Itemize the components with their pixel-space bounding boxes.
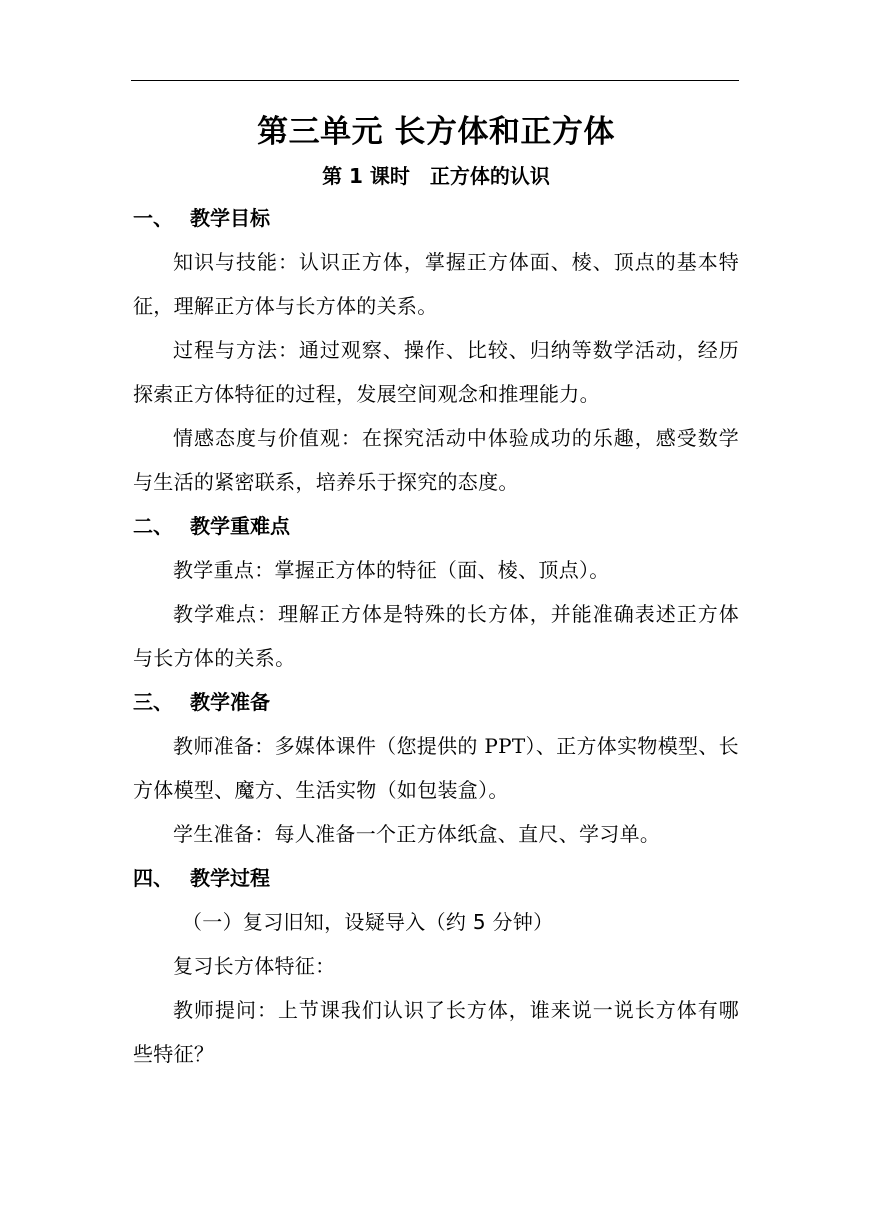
section-title: 教学过程: [190, 866, 270, 890]
section-number: 三、: [133, 690, 173, 714]
paragraph: 教师提问：上节课我们认识了长方体，谁来说一说长方体有哪些特征？: [133, 998, 739, 1066]
document-title: 第三单元 长方体和正方体: [257, 114, 615, 150]
section-teaching-objectives: [133, 196, 739, 504]
section-number: 一、: [133, 206, 173, 230]
paragraph: 教学难点：理解正方体是特殊的长方体，并能准确表述正方体与长方体的关系。: [133, 602, 739, 670]
paragraph: 教学重点：掌握正方体的特征（面、棱、顶点）。: [173, 558, 610, 582]
subsection-heading: （一）复习旧知，设疑导入（约 5 分钟）: [182, 910, 554, 934]
lesson-subtitle: 第 1 课时 正方体的认识: [322, 164, 550, 188]
section-heading: [133, 504, 739, 548]
section-teaching-preparation: [133, 680, 739, 856]
section-title: 教学准备: [190, 690, 270, 714]
section-heading: [133, 196, 739, 240]
paragraph: 复习长方体特征：: [173, 954, 336, 978]
section-key-difficulties: [133, 504, 739, 680]
document-body: [133, 108, 739, 1076]
paragraph: 教师准备：多媒体课件（您提供的 PPT）、正方体实物模型、长方体模型、魔方、生活实物（如包装盒）。: [133, 734, 739, 802]
section-title: 教学目标: [190, 206, 270, 230]
section-number: 四、: [133, 866, 173, 890]
paragraph: 过程与方法：通过观察、操作、比较、归纳等数学活动，经历探索正方体特征的过程，发展空间观念和推理能力。: [133, 338, 739, 406]
section-heading: [133, 856, 739, 900]
paragraph: 学生准备：每人准备一个正方体纸盒、直尺、学习单。: [173, 822, 661, 846]
paragraph: 情感态度与价值观：在探究活动中体验成功的乐趣，感受数学与生活的紧密联系，培养乐于探究的态度。: [133, 426, 739, 494]
section-number: 二、: [133, 514, 173, 538]
header-rule: [131, 80, 739, 81]
section-teaching-process: [133, 856, 739, 1076]
section-heading: [133, 680, 739, 724]
section-title: 教学重难点: [190, 514, 290, 538]
paragraph: 知识与技能：认识正方体，掌握正方体面、棱、顶点的基本特征，理解正方体与长方体的关系。: [133, 250, 739, 318]
